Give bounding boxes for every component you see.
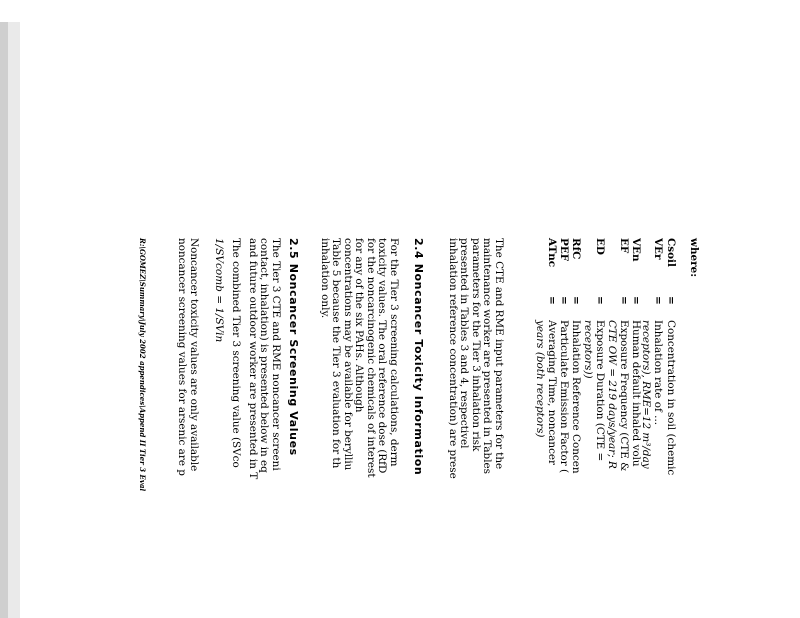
combined-equation: 1/SVcomb = 1/SVin [213,238,225,343]
definition-symbol: Csoil [665,238,677,267]
definition-equals: = [665,296,677,305]
definition-text: receptors)) [582,320,594,379]
definition-symbol: VEn [630,238,642,262]
definition-equals: = [558,296,570,305]
scanner-edge [0,22,8,618]
paragraph-line: Table 5 because the Tier 3 evaluation for th [330,238,343,469]
definition-text: receptors), RME=12 m³/day [640,320,652,469]
definition-text: Human default inhaled volu [630,320,642,467]
definition-equals: = [594,296,606,305]
where-label: where: [688,238,700,278]
paragraph-line: inhalation reference concentration) are prese [447,238,459,479]
paragraph-line: presented in Tables 3 and 4, respectivel [458,238,471,449]
section-heading-2-4: 2.4 Noncancer Toxicity Information [412,238,425,476]
paragraph-line: for any of the six PAHs. Although [353,238,366,413]
paragraph-line: For the Tier 3 screening calculations, derm [388,238,400,467]
paragraph-line: maintenance worker are presented in Tables [481,238,494,474]
paragraph-line: noncancer screening values for arsenic are p [176,238,189,476]
definition-text: Exposure Frequency (CTE & [618,320,630,472]
scanned-page [20,22,800,618]
definition-text: Exposure Duration (CTE = [594,320,606,462]
definition-symbol: RfC [570,238,582,260]
paragraph-line: toxicity values. The oral reference dose (RfD [376,238,389,474]
paragraph-line: parameters for the Tier 3 inhalation risk [470,238,482,452]
definition-text: Concentration in soil (chemic [665,320,677,476]
definition-text: years (both receptors) [534,320,546,438]
definition-text: CTE OW = 219 days/year; R [606,320,618,469]
definition-symbol: EF [618,238,630,254]
definition-symbol: PEF [558,238,570,262]
paragraph-line: Noncancer toxicity values are only available [188,238,200,472]
definition-equals: = [652,296,664,305]
definition-text: Averaging Time, noncancer [546,320,558,466]
section-heading-2-5: 2.5 Noncancer Screening Values [287,238,300,456]
paragraph-line: contact, inhalation) is presented below in eq [258,238,271,473]
definition-symbol: ATnc [546,238,558,268]
paragraph-line: The CTE and RME input parameters for the [493,238,505,470]
definition-text: Particulate Emission Factor ( [558,320,570,474]
paragraph-line: for the noncarcinogenic chemicals of interest [365,238,377,478]
definition-text: Inhalation rate of ... [652,320,664,426]
definition-equals: = [546,296,558,305]
paragraph-line: inhalation only. [319,238,331,319]
footer-file-path: R:\GOMEZ\Summary\July 2002 appendices\Append II Tier 3 Eval [138,238,147,492]
paragraph-line: concentrations may be available for berylliu [342,238,354,471]
definition-symbol: ED [594,238,606,255]
scanner-edge-shadow [8,22,20,618]
paragraph-combined-value: The combined Tier 3 screening value (SVco [230,238,242,468]
definition-equals: = [618,296,630,305]
definition-equals: = [570,296,582,305]
paragraph-line: and future outdoor worker are presented in T [247,238,259,480]
definition-equals: = [630,296,642,305]
definition-symbol: VEr [652,238,664,260]
paragraph-line: The Tier 3 CTE and RME noncancer screeni [270,238,282,471]
definition-text: Inhalation Reference Concen [570,320,582,474]
